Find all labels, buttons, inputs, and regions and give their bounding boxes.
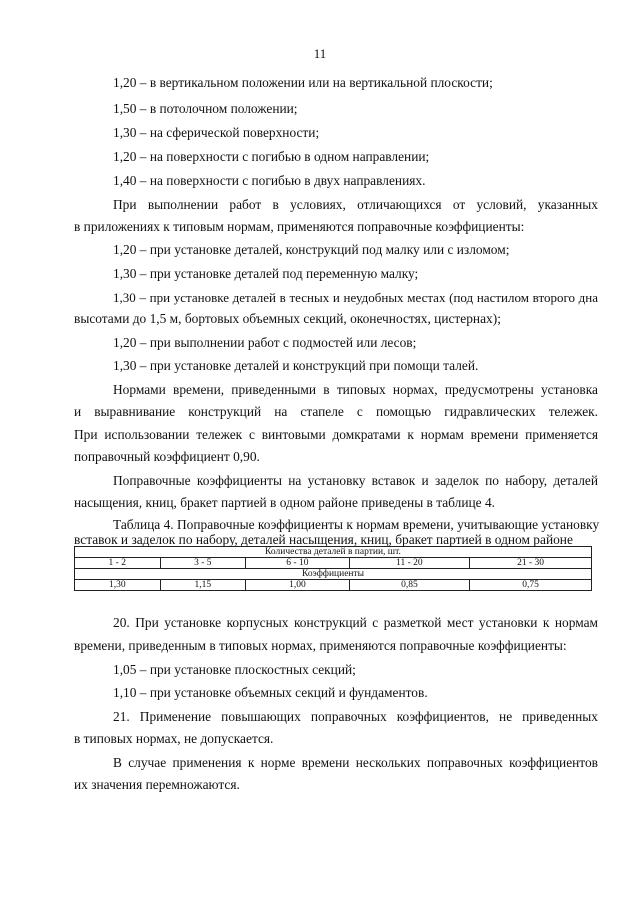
paragraph-line: и выравнивание конструкций на стапеле с помощью гидравлических тележек. [74, 404, 598, 419]
table-row [75, 580, 592, 591]
paragraph-line: насыщения, книц, бракет партией в одном районе приведены в таблице 4. [74, 495, 495, 510]
table-row [75, 558, 592, 569]
text-line: 1,50 – в потолочном положении; [113, 101, 298, 116]
table-row [75, 569, 592, 580]
text-line: 1,30 – на сферической поверхности; [113, 125, 320, 140]
text-line: 1,30 – при установке деталей под переменную малку; [113, 266, 419, 281]
text-line: 1,20 – в вертикальном положении или на вертикальной плоскости; [113, 75, 493, 90]
paragraph-line: в типовых нормах, не допускается. [74, 731, 274, 746]
table-cell: 11 - 20 [349, 558, 469, 569]
paragraph-line: 21. Применение повышающих поправочных коэффициентов, не приведенных [113, 709, 598, 724]
table-cell: 1,15 [160, 580, 246, 591]
text-line: 1,20 – на поверхности с погибью в одном направлении; [113, 149, 430, 164]
paragraph-line: 20. При установке корпусных конструкций с разметкой мест установки к нормам [113, 615, 598, 630]
table-header-cell: Количества деталей в партии, шт. [75, 547, 592, 558]
table-row [75, 547, 592, 558]
text-line: 1,20 – при выполнении работ с подмостей или лесов; [113, 335, 417, 350]
table-cell: 0,75 [470, 580, 592, 591]
table-cell: 6 - 10 [246, 558, 350, 569]
paragraph-line: При выполнении работ в условиях, отличающихся от условий, указанных [113, 197, 598, 212]
table-cell: 1,00 [246, 580, 350, 591]
table-cell: 3 - 5 [160, 558, 246, 569]
paragraph-line: В случае применения к норме времени нескольких поправочных коэффициентов [113, 755, 598, 770]
text-line: 1,30 – при установке деталей в тесных и неудобных местах (под настилом второго дна [113, 290, 598, 305]
text-line: 1,30 – при установке деталей и конструкций при помощи талей. [113, 358, 479, 373]
paragraph-line: времени, приведенным в типовых нормах, применяются поправочные коэффициенты: [74, 638, 567, 653]
table-header-cell: Коэффициенты [75, 569, 592, 580]
paragraph-line: поправочный коэффициент 0,90. [74, 449, 260, 464]
coefficients-table [74, 546, 592, 591]
paragraph-line: При использовании тележек с винтовыми домкратами к нормам времени применяется [74, 427, 598, 442]
table-cell: 21 - 30 [470, 558, 592, 569]
paragraph-line: в приложениях к типовым нормам, применяются поправочные коэффициенты: [74, 219, 525, 234]
text-line: 1,40 – на поверхности с погибью в двух направлениях. [113, 173, 426, 188]
text-line: 1,10 – при установке объемных секций и фундаментов. [113, 685, 428, 700]
paragraph-line: их значения перемножаются. [74, 777, 240, 792]
table-cell: 1,30 [75, 580, 161, 591]
text-line: 1,05 – при установке плоскостных секций; [113, 662, 356, 677]
paragraph-line: Поправочные коэффициенты на установку вставок и заделок по набору, деталей [113, 473, 598, 488]
table-caption: Таблица 4. Поправочные коэффициенты к нормам времени, учитывающие установку [113, 517, 600, 532]
text-line: 1,20 – при установке деталей, конструкций под малку или с изломом; [113, 242, 510, 257]
text-line: высотами до 1,5 м, бортовых объемных секций, оконечностях, цистернах); [74, 311, 501, 326]
page-number: 11 [313, 46, 327, 61]
paragraph-line: Нормами времени, приведенными в типовых нормах, предусмотрены установка [113, 382, 598, 397]
table-cell: 1 - 2 [75, 558, 161, 569]
table-caption: вставок и заделок по набору, деталей насыщения, книц, бракет партией в одном районе [74, 532, 573, 547]
table-cell: 0,85 [349, 580, 469, 591]
